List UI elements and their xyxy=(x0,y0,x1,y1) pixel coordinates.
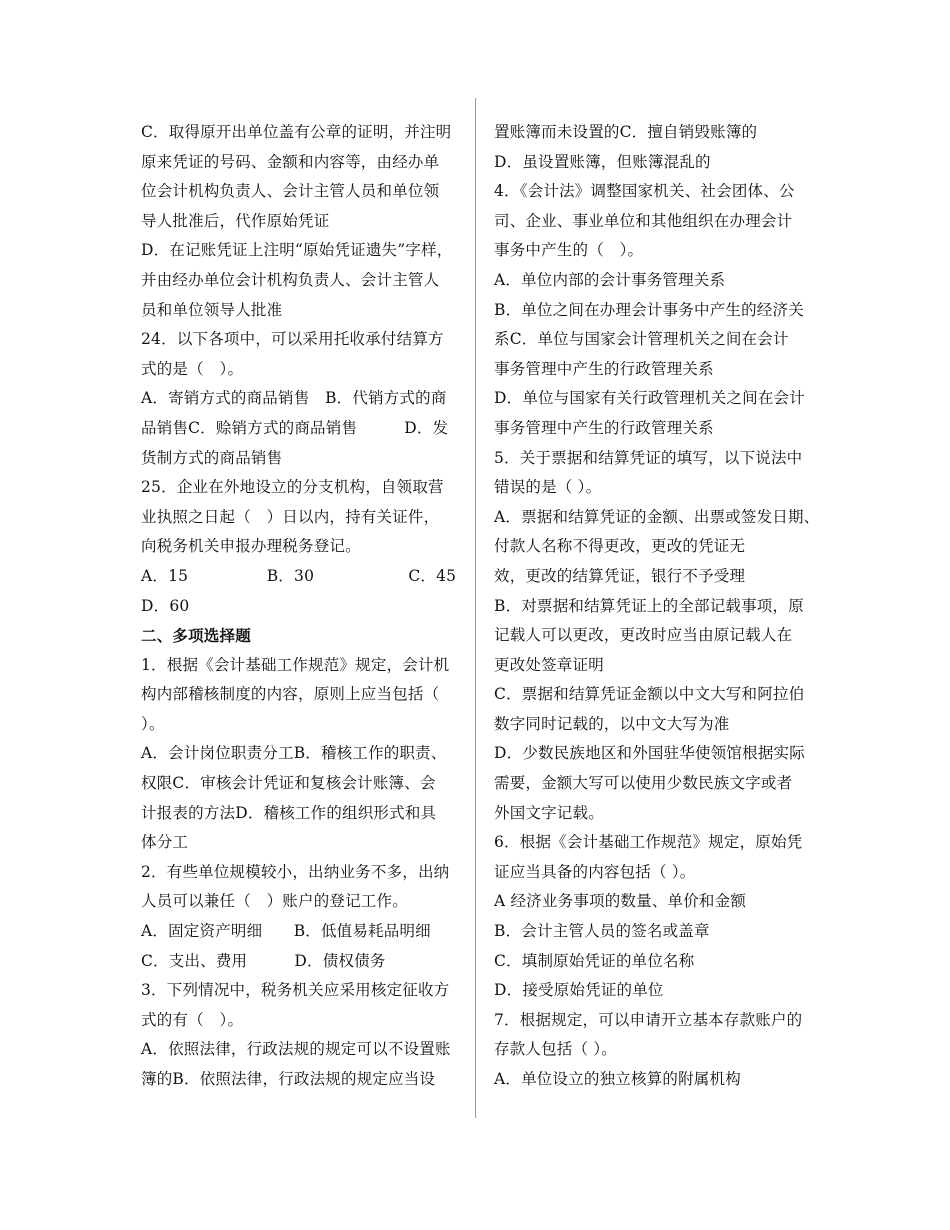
text-line: A．15 B．30 C．45 xyxy=(141,566,457,585)
text-line: A．固定资产明细 B．低值易耗品明细 xyxy=(141,922,431,941)
text-line: B．单位之间在办理会计事务中产生的经济关 xyxy=(494,300,804,319)
text-line: B．对票据和结算凭证上的全部记载事项，原 xyxy=(494,596,804,615)
text-line: 7．根据规定，可以申请开立基本存款账户的 xyxy=(494,1010,803,1029)
column-divider xyxy=(475,98,476,1118)
text-line: 置账簿而未设置的C．擅自销毁账簿的 xyxy=(494,123,758,141)
text-line: 3．下列情况中，税务机关应采用核定征收方 xyxy=(141,981,450,1000)
text-line: A．寄销方式的商品销售 B．代销方式的商 xyxy=(141,389,447,408)
text-line: 1．根据《会计基础工作规范》规定，会计机 xyxy=(141,655,450,674)
text-line: 4．《会计法》调整国家机关、社会团体、公 xyxy=(494,182,795,201)
text-line: 导人批准后，代作原始凭证 xyxy=(141,211,330,230)
text-line: 2．有些单位规模较小，出纳业务不多，出纳 xyxy=(141,862,450,881)
text-line: D．虽设置账簿，但账簿混乱的 xyxy=(494,152,711,171)
text-line: 并由经办单位会计机构负责人、会计主管人 xyxy=(141,270,440,289)
text-line: 需要，金额大写可以使用少数民族文字或者 xyxy=(494,774,793,793)
text-line: 更改处签章证明 xyxy=(494,655,604,674)
text-line: 体分工 xyxy=(141,833,189,852)
text-line: 事务中产生的（ ）。 xyxy=(494,241,644,260)
text-line: 人员可以兼任（ ）账户的登记工作。 xyxy=(141,892,408,911)
text-line: A．票据和结算凭证的金额、出票或签发日期、 xyxy=(494,507,820,526)
text-line: ）。 xyxy=(141,714,165,733)
text-line: 货制方式的商品销售 xyxy=(141,448,283,467)
text-line: 24．以下各项中，可以采用托收承付结算方 xyxy=(141,330,444,349)
text-line: C．填制原始凭证的单位名称 xyxy=(494,951,695,970)
text-line: D．60 xyxy=(141,596,190,615)
text-line: 权限C．审核会计凭证和复核会计账簿、会 xyxy=(141,774,436,793)
text-line: 品销售C．赊销方式的商品销售 D．发 xyxy=(141,418,449,437)
right-column xyxy=(494,118,819,1095)
text-line: 向税务机关申报办理税务登记。 xyxy=(141,537,361,556)
text-line: 构内部稽核制度的内容，原则上应当包括（ xyxy=(141,685,440,704)
text-line: 原来凭证的号码、金额和内容等，由经办单 xyxy=(141,152,440,171)
text-line: 错误的是（ ）。 xyxy=(494,478,602,497)
text-line: 事务管理中产生的行政管理关系 xyxy=(494,418,714,437)
text-line: D．单位与国家有关行政管理机关之间在会计 xyxy=(494,389,805,408)
text-line: C．取得原开出单位盖有公章的证明，并注明 xyxy=(141,123,452,141)
text-line: 式的有（ ）。 xyxy=(141,1010,244,1029)
text-line: A．依照法律，行政法规的规定可以不设置账 xyxy=(141,1040,451,1059)
text-line: 付款人名称不得更改，更改的凭证无 xyxy=(494,537,746,556)
text-line: A．单位设立的独立核算的附属机构 xyxy=(494,1070,741,1088)
text-line: 5．关于票据和结算凭证的填写，以下说法中 xyxy=(494,448,803,467)
text-line: 证应当具备的内容包括（ ）。 xyxy=(494,862,696,881)
text-line: 簿的B．依照法律，行政法规的规定应当设 xyxy=(141,1070,436,1088)
text-line: 式的是（ ）。 xyxy=(141,359,244,378)
text-line: 位会计机构负责人、会计主管人员和单位领 xyxy=(141,182,440,201)
text-line: 事务管理中产生的行政管理关系 xyxy=(494,359,714,378)
text-line: C．支出、费用 D．债权债务 xyxy=(141,951,386,970)
text-line: 6．根据《会计基础工作规范》规定，原始凭 xyxy=(494,833,803,852)
text-line: 员和单位领导人批准 xyxy=(141,300,283,319)
text-line: 业执照之日起（ ）日以内，持有关证件， xyxy=(141,507,440,526)
text-line: C．票据和结算凭证金额以中文大写和阿拉伯 xyxy=(494,685,805,704)
text-line: 效，更改的结算凭证，银行不予受理 xyxy=(494,566,746,585)
text-line: 外国文字记载。 xyxy=(494,803,604,822)
text-line: 存款人包括（ ）。 xyxy=(494,1040,617,1059)
text-line: D．接受原始凭证的单位 xyxy=(494,981,664,1000)
text-line: A．会计岗位职责分工B．稽核工作的职责、 xyxy=(141,744,447,763)
text-line: 司、企业、事业单位和其他组织在办理会计 xyxy=(494,211,793,230)
text-line: B．会计主管人员的签名或盖章 xyxy=(494,922,710,941)
section-heading: 二、多项选择题 xyxy=(141,626,251,646)
text-line: 数字同时记载的，以中文大写为准 xyxy=(494,714,730,733)
text-line: 计报表的方法D．稽核工作的组织形式和具 xyxy=(141,803,437,822)
text-line: D．在记账凭证上注明“原始凭证遗失”字样， xyxy=(141,241,453,260)
text-line: A 经济业务事项的数量、单价和金额 xyxy=(494,892,747,911)
text-line: 25．企业在外地设立的分支机构，自领取营 xyxy=(141,478,444,497)
left-column xyxy=(141,118,466,1095)
text-line: A．单位内部的会计事务管理关系 xyxy=(494,270,726,289)
text-line: 系C．单位与国家会计管理机关之间在会计 xyxy=(494,330,789,349)
text-line: D．少数民族地区和外国驻华使领馆根据实际 xyxy=(494,744,805,763)
text-line: 记载人可以更改，更改时应当由原记载人在 xyxy=(494,626,793,645)
